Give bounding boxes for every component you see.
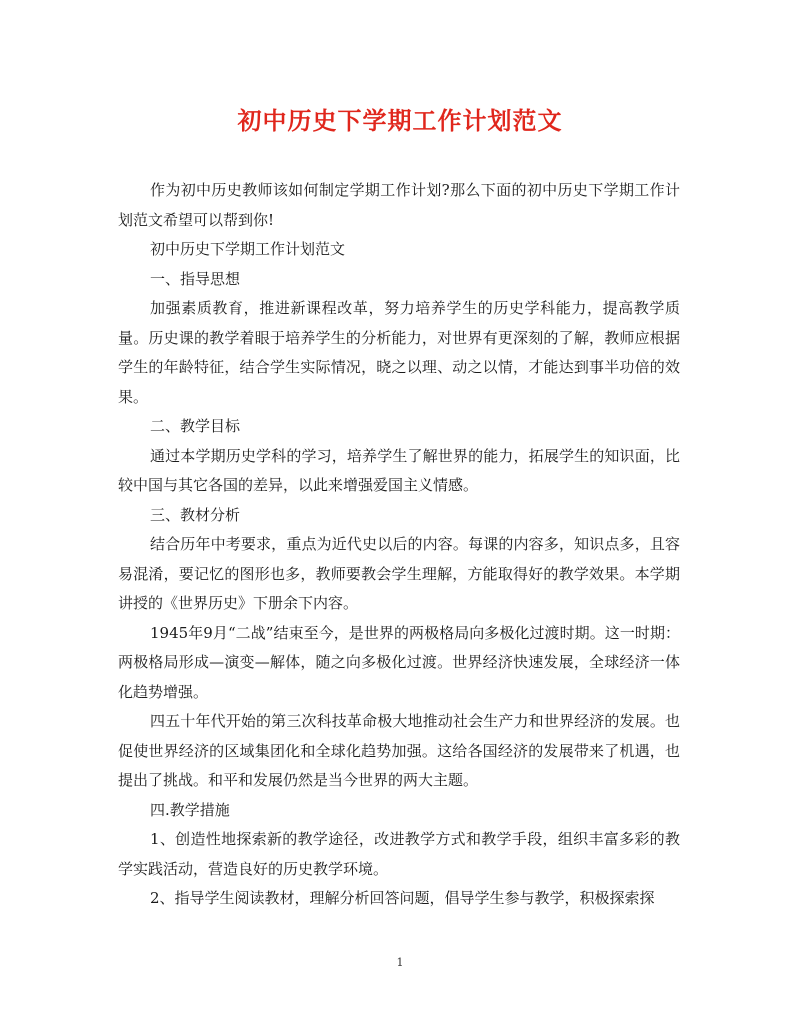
heading-guiding-ideology: 一、指导思想 [150, 269, 241, 288]
paragraph-subtitle: 初中历史下学期工作计划范文 [150, 240, 346, 258]
paragraph-teaching-goals: 通过本学期历史学科的学习，培养学生了解世界的能力，拓展学生的知识面，比较中国与其它各国的差异，以此来增强爱国主义情感。 [118, 446, 680, 494]
document-title: 初中历史下学期工作计划范文 [237, 106, 563, 135]
page-number: 1 [396, 956, 404, 969]
heading-teaching-goals: 二、教学目标 [150, 417, 241, 435]
paragraph-intro: 作为初中历史教师该如何制定学期工作计划?那么下面的初中历史下学期工作计划范文希望可以帮到你! [118, 181, 680, 229]
paragraph-measure-1: 1、创造性地探索新的教学途径，改进教学方式和教学手段，组织丰富多彩的教学实践活动，营造良好的历史教学环境。 [118, 830, 680, 878]
paragraph-postwar-period: 1945年9月“二战”结束至今，是世界的两极格局向多极化过渡时期。这一时期：两极格局形成—演变—解体，随之向多极化过渡。世界经济快速发展，全球经济一体化趋势增强。 [118, 623, 680, 701]
paragraph-textbook-analysis: 结合历年中考要求，重点为近代史以后的内容。每课的内容多，知识点多，且容易混淆，要记忆的图形也多，教师要教会学生理解，方能取得好的教学效果。本学期讲授的《世界历史》下册余下内容。 [118, 535, 680, 612]
paragraph-guiding-ideology: 加强素质教育，推进新课程改革，努力培养学生的历史学科能力，提高教学质量。历史课的教学着眼于培养学生的分析能力，对世界有更深刻的了解，教师应根据学生的年龄特征，结合学生实际情况，晓之以理、动之以情，才能达到事半功倍的效果。 [118, 299, 680, 406]
document-body [118, 176, 680, 914]
paragraph-tech-revolution: 四五十年代开始的第三次科技革命极大地推动社会生产力和世界经济的发展。也促使世界经济的区域集团化和全球化趋势加强。这给各国经济的发展带来了机遇，也提出了挑战。和平和发展仍然是当今世界的两大主题。 [118, 712, 680, 789]
heading-textbook-analysis: 三、教材分析 [150, 505, 241, 524]
heading-teaching-measures: 四.教学措施 [150, 800, 230, 819]
paragraph-measure-2: 2、指导学生阅读教材，理解分析回答问题，倡导学生参与教学，积极探索探 [150, 889, 655, 907]
